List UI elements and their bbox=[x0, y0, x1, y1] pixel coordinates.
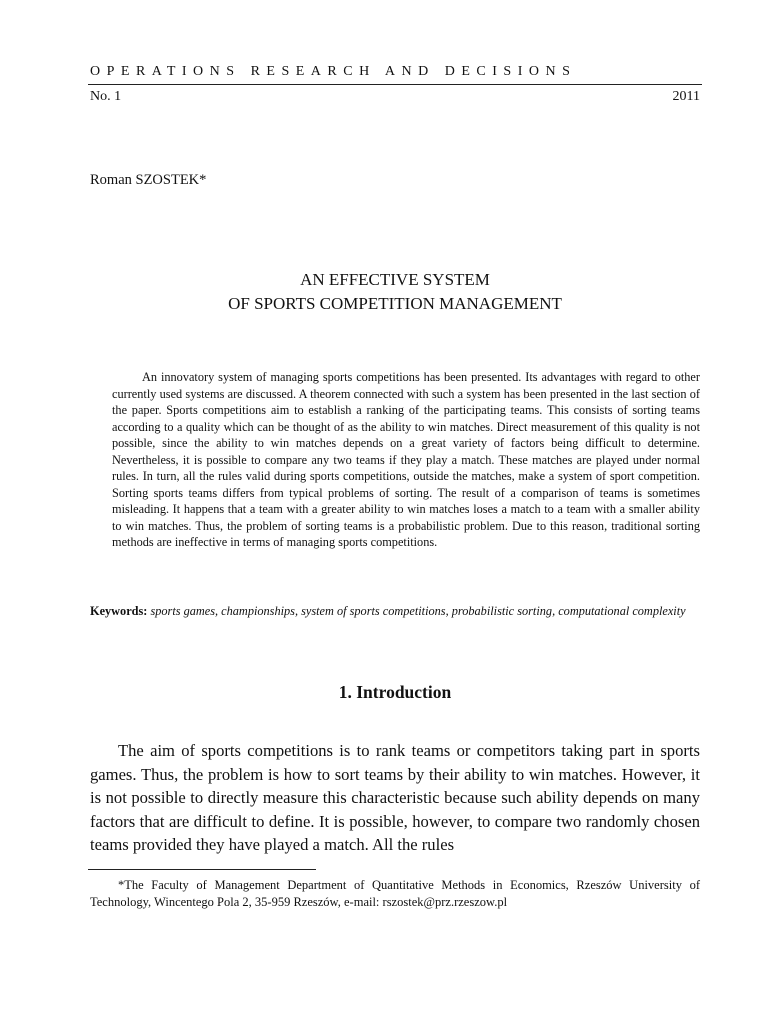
title-line-2: OF SPORTS COMPETITION MANAGEMENT bbox=[228, 294, 562, 313]
keywords-list: sports games, championships, system of sports competitions, probabilistic sorting, computational complexity bbox=[150, 604, 686, 618]
footnote-rule bbox=[88, 869, 316, 870]
issue-number: No. 1 bbox=[90, 89, 122, 104]
footnote: *The Faculty of Management Department of Quantitative Methods in Economics, Rzeszów University of Technology, Wincentego Pola 2, 35-959 Rzeszów, e-mail: rszostek@prz.rzeszow.pl bbox=[90, 878, 700, 909]
title-line-1: AN EFFECTIVE SYSTEM bbox=[300, 270, 490, 289]
abstract: An innovatory system of managing sports competitions has been presented. Its advantages with regard to other currently used systems are discussed. A theorem connected with such a system has been presented in the last section of the paper. Sports competitions aim to establish a ranking of the participating teams. This consists of sorting teams according to a quality which can be thought of as the ability to win matches. Direct measurement of this quality is not possible, since the ability to win matches depends on a great variety of factors being difficult to determine. Nevertheless, it is possible to compare any two teams if they play a match. These matches are played under normal rules. In turn, all the rules valid during sports competitions, outside the matches, make a system of sport competition. Sorting sports teams differs from typical problems of sorting. The result of a comparison of teams is sometimes misleading. It happens that a team with a greater ability to win matches loses a match to a team with a smaller ability to win matches. Thus, the problem of sorting teams is a probabilistic problem. Due to this reason, traditional sorting methods are ineffective in terms of managing sports competitions. bbox=[112, 370, 700, 549]
header-rule bbox=[88, 84, 702, 85]
section-heading: 1. Introduction bbox=[338, 682, 452, 702]
issue-line bbox=[90, 89, 700, 105]
paper-title bbox=[90, 268, 700, 316]
introduction-paragraph: The aim of sports competitions is to rank teams or competitors taking part in sports games. Thus, the problem is how to sort teams by their ability to win matches. However, it is not possible to directly measure this characteristic because such ability depends on many factors that are difficult to define. It is possible, however, to compare two randomly chosen teams provided they have played a match. All the rules bbox=[90, 741, 700, 854]
author-name: Roman SZOSTEK* bbox=[90, 172, 207, 188]
issue-year: 2011 bbox=[672, 89, 700, 104]
keywords-label: Keywords: bbox=[90, 604, 148, 618]
journal-name: OPERATIONS RESEARCH AND DECISIONS bbox=[90, 64, 577, 79]
keywords bbox=[90, 603, 700, 620]
